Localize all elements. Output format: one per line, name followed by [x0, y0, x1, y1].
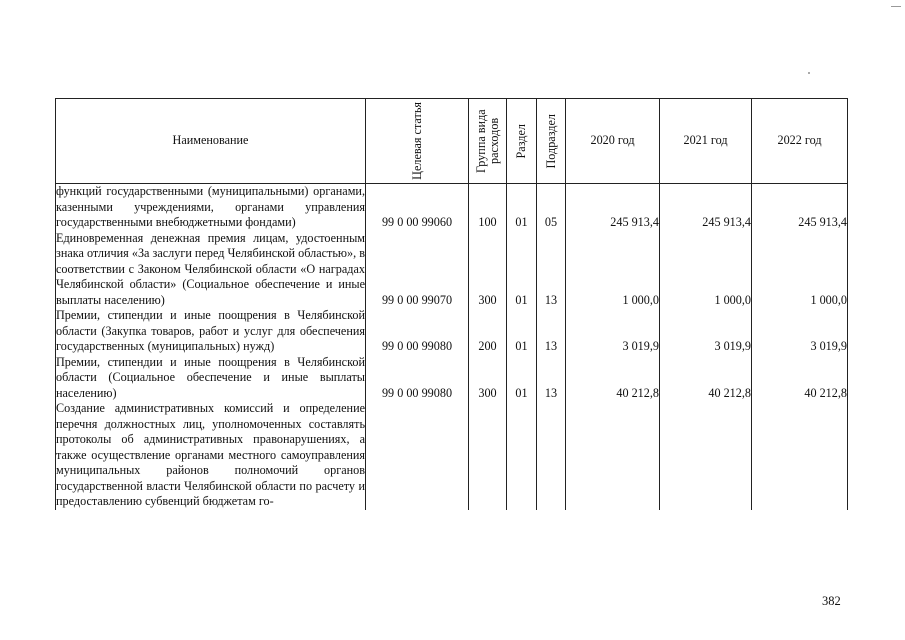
header-subsection-text: Подраздел — [543, 113, 558, 169]
table-row — [56, 184, 848, 231]
row-expense-group: 200 — [469, 308, 507, 355]
row-value-2020: 40 212,8 — [566, 355, 660, 402]
page-number: 382 — [822, 594, 841, 608]
header-year-2020: 2020 год — [566, 99, 660, 184]
row-subsection: 13 — [537, 231, 566, 309]
table-header-row — [56, 99, 848, 184]
row-value-2020: 3 019,9 — [566, 308, 660, 355]
row-name: Премии, стипендии и иные поощрения в Челябинской области (Социальное обеспечение и иные выплаты населению) — [56, 354, 365, 400]
row-subsection: 13 — [537, 355, 566, 402]
row-name: функций государственными (муниципальными) органами, казенными учреждениями, органами управления государственными внебюджетными фондами) — [56, 184, 365, 229]
scan-speck — [808, 72, 810, 74]
row-target-article: 99 0 00 99080 — [366, 355, 469, 402]
row-value-2022 — [752, 401, 848, 510]
row-subsection — [537, 401, 566, 510]
header-year-2021: 2021 год — [660, 99, 752, 184]
row-value-2020 — [566, 401, 660, 510]
row-target-article — [366, 401, 469, 510]
row-target-article: 99 0 00 99070 — [366, 231, 469, 309]
row-value-2021: 40 212,8 — [660, 355, 752, 402]
header-name: Наименование — [56, 99, 366, 184]
row-value-2020: 245 913,4 — [566, 184, 660, 231]
row-expense-group: 100 — [469, 184, 507, 231]
row-value-2020: 1 000,0 — [566, 231, 660, 309]
row-section: 01 — [507, 231, 537, 309]
header-section — [507, 99, 537, 184]
row-section: 01 — [507, 308, 537, 355]
row-expense-group: 300 — [469, 355, 507, 402]
header-section-text: Раздел — [514, 123, 528, 159]
row-section: 01 — [507, 355, 537, 402]
row-value-2021: 245 913,4 — [660, 184, 752, 231]
row-section: 01 — [507, 184, 537, 231]
header-expense-group-text: Группа вида расходов — [473, 109, 501, 173]
row-value-2022: 1 000,0 — [752, 231, 848, 309]
row-target-article: 99 0 00 99080 — [366, 308, 469, 355]
row-target-article: 99 0 00 99060 — [366, 184, 469, 231]
row-subsection: 13 — [537, 308, 566, 355]
header-year-2022: 2022 год — [752, 99, 848, 184]
row-expense-group: 300 — [469, 231, 507, 309]
header-target-article — [366, 99, 469, 184]
row-value-2021: 3 019,9 — [660, 308, 752, 355]
row-value-2022: 245 913,4 — [752, 184, 848, 231]
corner-mark — [891, 6, 901, 7]
budget-table — [55, 98, 848, 510]
row-value-2022: 40 212,8 — [752, 355, 848, 402]
row-name: Единовременная денежная премия лицам, удостоенным знака отличия «За заслуги перед Челябинской областью», в соответствии с Законом Челябинской области «О наградах Челябинской области» (Социальное обеспечение и иные выплаты населению) — [56, 230, 365, 307]
row-value-2021: 1 000,0 — [660, 231, 752, 309]
row-section — [507, 401, 537, 510]
table-row — [56, 231, 848, 309]
table-row — [56, 308, 848, 355]
row-value-2022: 3 019,9 — [752, 308, 848, 355]
row-name: Премии, стипендии и иные поощрения в Челябинской области (Закупка товаров, работ и услуг для обеспечения государственных (муниципальных) нужд) — [56, 308, 365, 353]
header-target-article-text: Целевая статья — [409, 102, 424, 180]
row-subsection: 05 — [537, 184, 566, 231]
row-name: Создание административных комиссий и определение перечня должностных лиц, уполномоченных составлять протоколы об административных правонарушениях, а также осуществление органами местного самоуправления муниципальных районов полномочий органов государственной власти Челябинской области по расчету и предоставлению субвенций бюджетам го- — [56, 401, 365, 508]
table-row — [56, 355, 848, 402]
table-row — [56, 401, 848, 510]
header-subsection — [537, 99, 566, 184]
row-expense-group — [469, 401, 507, 510]
row-value-2021 — [660, 401, 752, 510]
header-expense-group — [469, 99, 507, 184]
